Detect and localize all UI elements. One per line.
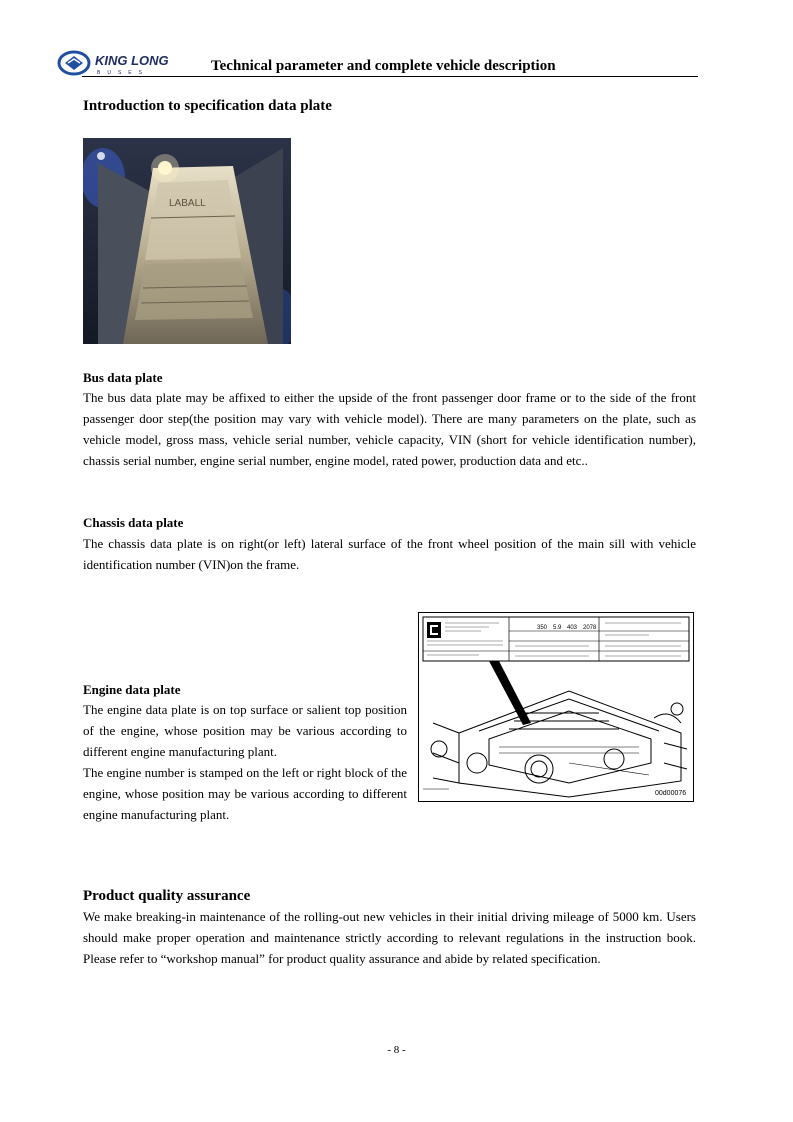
- figure-code: 00d00076: [655, 790, 687, 797]
- logo-subtext: BUSES: [97, 70, 149, 76]
- engine-plate-body-1: The engine data plate is on top surface or salient top position of the engine, whose position may be various according to different engine manufacturing plant.: [83, 702, 407, 759]
- logo-text: KING LONG: [95, 53, 169, 68]
- photo-sign-text: LABALL: [169, 198, 206, 209]
- plate-value-4: 2078: [583, 625, 597, 631]
- intro-heading: Introduction to specification data plate: [83, 98, 332, 114]
- plate-value-1: 350: [537, 625, 548, 631]
- king-long-logo-icon: [57, 50, 197, 76]
- header-divider: [82, 76, 698, 77]
- bus-plate-body: The bus data plate may be affixed to either the upside of the front passenger door frame or to the side of the front passenger door step(the position may vary with vehicle model). There are many parameters on the plate, such as vehicle model, gross mass, vehicle serial number, vehicle capacity, VIN (short for vehicle identification number), chassis serial number, engine serial number, engine model, rated power, production data and etc..: [83, 390, 696, 468]
- plate-value-2: 5.9: [553, 625, 562, 631]
- header-title: Technical parameter and complete vehicle description: [211, 58, 556, 74]
- chassis-plate-heading: Chassis data plate: [83, 515, 184, 530]
- plate-value-3: 403: [567, 625, 578, 631]
- bus-plate-heading: Bus data plate: [83, 370, 163, 385]
- data-plate-photo: [83, 138, 291, 344]
- page-number: - 8 -: [387, 1044, 406, 1056]
- quality-heading: Product quality assurance: [83, 888, 251, 904]
- engine-plate-figure: [418, 612, 694, 802]
- engine-plate-heading: Engine data plate: [83, 682, 181, 697]
- engine-drawing: [419, 613, 693, 801]
- engine-plate-body-2: The engine number is stamped on the left or right block of the engine, whose position may be various according to different engine manufacturing plant.: [83, 765, 407, 822]
- quality-body: We make breaking-in maintenance of the rolling-out new vehicles in their initial driving mileage of 5000 km. Users should make proper operation and maintenance strictly according to relevant regulations in the instruction book. Please refer to “workshop manual” for product quality assurance and abide by related specification.: [83, 909, 696, 966]
- cummins-logo-icon: [427, 622, 441, 638]
- chassis-plate-body: The chassis data plate is on right(or left) lateral surface of the front wheel position of the main sill with vehicle identification number (VIN)on the frame.: [83, 536, 696, 572]
